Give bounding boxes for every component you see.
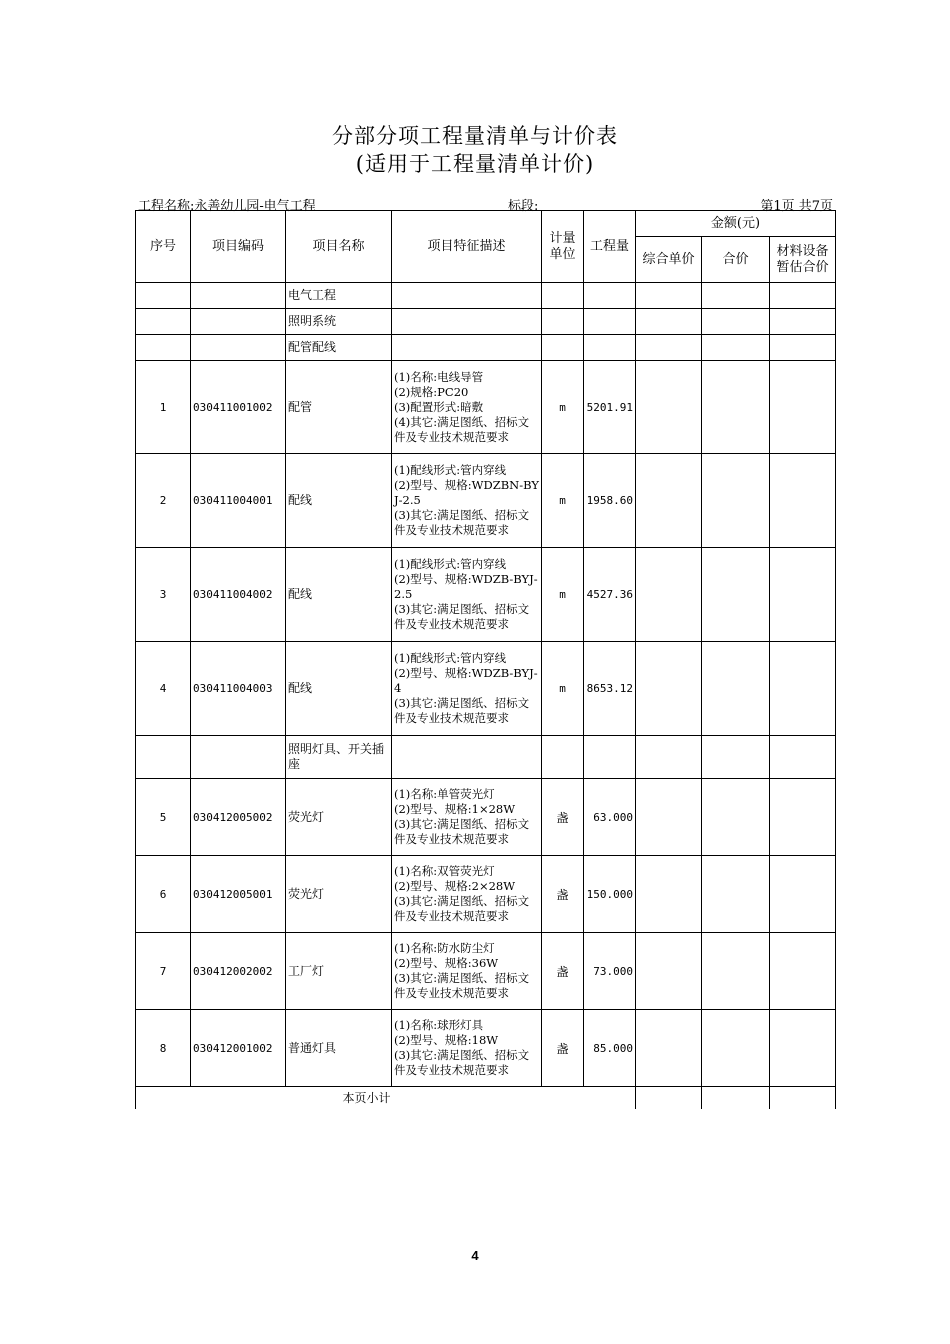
group-row bbox=[136, 309, 836, 335]
cell-desc bbox=[392, 779, 542, 856]
header-desc: 项目特征描述 bbox=[392, 211, 542, 283]
group-label: 照明系统 bbox=[286, 309, 392, 335]
section-label: 标段: bbox=[508, 199, 539, 214]
table-row bbox=[136, 933, 836, 1010]
table-row bbox=[136, 361, 836, 454]
cell-seq: 4 bbox=[136, 642, 191, 736]
table-row bbox=[136, 642, 836, 736]
cell-code: 030412005002 bbox=[191, 779, 286, 856]
group-row bbox=[136, 736, 836, 779]
cell-desc bbox=[392, 454, 542, 548]
project-name: 工程名称:永善幼儿园-电气工程 bbox=[138, 199, 316, 214]
group-label: 电气工程 bbox=[286, 283, 392, 309]
cell-code: 030411004002 bbox=[191, 548, 286, 642]
cell-unit: m bbox=[542, 548, 584, 642]
cell-unit: m bbox=[542, 454, 584, 548]
desc-line: (2)型号、规格:WDZB-BYJ-4 bbox=[394, 666, 538, 695]
cell-desc bbox=[392, 548, 542, 642]
page-indicator: 第1页 共7页 bbox=[760, 199, 833, 214]
table-row bbox=[136, 856, 836, 933]
subtotal-label: 本页小计 bbox=[136, 1087, 636, 1109]
desc-line: (4)其它:满足图纸、招标文件及专业技术规范要求 bbox=[394, 414, 530, 444]
cell-qty: 150.000 bbox=[584, 856, 636, 933]
page-title: 分部分项工程量清单与计价表 bbox=[332, 124, 618, 148]
cell-name: 荧光灯 bbox=[286, 779, 392, 856]
cell-code: 030412005001 bbox=[191, 856, 286, 933]
desc-line: (2)型号、规格:36W bbox=[394, 956, 499, 970]
table-row bbox=[136, 454, 836, 548]
cell-name: 配线 bbox=[286, 454, 392, 548]
cell-qty: 1958.60 bbox=[584, 454, 636, 548]
cell-seq: 8 bbox=[136, 1010, 191, 1087]
cell-name: 荧光灯 bbox=[286, 856, 392, 933]
cell-qty: 85.000 bbox=[584, 1010, 636, 1087]
cell-name: 普通灯具 bbox=[286, 1010, 392, 1087]
cell-code: 030411004003 bbox=[191, 642, 286, 736]
table-row bbox=[136, 779, 836, 856]
cell-seq: 2 bbox=[136, 454, 191, 548]
subtotal-row bbox=[136, 1087, 836, 1109]
cell-code: 030411004001 bbox=[191, 454, 286, 548]
desc-line: (1)名称:双管荧光灯 bbox=[394, 864, 495, 878]
cell-seq: 1 bbox=[136, 361, 191, 454]
page-number: 4 bbox=[471, 1248, 479, 1263]
desc-line: (3)其它:满足图纸、招标文件及专业技术规范要求 bbox=[394, 894, 530, 923]
header-name: 项目名称 bbox=[286, 211, 392, 283]
header-code: 项目编码 bbox=[191, 211, 286, 283]
desc-line: (2)型号、规格:18W bbox=[394, 1033, 499, 1047]
page-subtitle: (适用于工程量清单计价) bbox=[355, 152, 595, 176]
table-row bbox=[136, 1010, 836, 1087]
table-row bbox=[136, 548, 836, 642]
cell-desc bbox=[392, 642, 542, 736]
cell-qty: 73.000 bbox=[584, 933, 636, 1010]
cell-qty: 8653.12 bbox=[584, 642, 636, 736]
header-amount: 金额(元) bbox=[636, 211, 836, 237]
cell-unit: m bbox=[542, 361, 584, 454]
cell-seq: 3 bbox=[136, 548, 191, 642]
cell-name: 工厂灯 bbox=[286, 933, 392, 1010]
desc-line: (1)名称:单管荧光灯 bbox=[394, 787, 495, 801]
desc-line: (3)其它:满足图纸、招标文件及专业技术规范要求 bbox=[394, 1048, 530, 1077]
header-seq: 序号 bbox=[136, 211, 191, 283]
cell-desc bbox=[392, 933, 542, 1010]
desc-line: (2)型号、规格:WDZBN-BYJ-2.5 bbox=[394, 478, 539, 507]
desc-line: (1)配线形式:管内穿线 bbox=[394, 651, 507, 665]
cell-unit: 盏 bbox=[542, 933, 584, 1010]
cell-unit: 盏 bbox=[542, 1010, 584, 1087]
cell-desc bbox=[392, 856, 542, 933]
desc-line: (1)配线形式:管内穿线 bbox=[394, 463, 507, 477]
header-qty: 工程量 bbox=[584, 211, 636, 283]
cell-unit: m bbox=[542, 642, 584, 736]
cell-name: 配线 bbox=[286, 548, 392, 642]
desc-line: (3)其它:满足图纸、招标文件及专业技术规范要求 bbox=[394, 971, 530, 1000]
group-label: 配管配线 bbox=[286, 335, 392, 361]
header-unit-price: 综合单价 bbox=[636, 237, 702, 283]
desc-line: (3)其它:满足图纸、招标文件及专业技术规范要求 bbox=[394, 508, 530, 537]
desc-line: (3)其它:满足图纸、招标文件及专业技术规范要求 bbox=[394, 817, 530, 846]
cell-seq: 5 bbox=[136, 779, 191, 856]
desc-line: (1)名称:球形灯具 bbox=[394, 1018, 484, 1032]
cell-unit: 盏 bbox=[542, 856, 584, 933]
cell-qty: 5201.91 bbox=[584, 361, 636, 454]
desc-line: (2)型号、规格:WDZB-BYJ-2.5 bbox=[394, 572, 538, 601]
desc-line: (3)其它:满足图纸、招标文件及专业技术规范要求 bbox=[394, 602, 530, 631]
cell-code: 030412001002 bbox=[191, 1010, 286, 1087]
cell-qty: 63.000 bbox=[584, 779, 636, 856]
cell-desc bbox=[392, 1010, 542, 1087]
cell-seq: 7 bbox=[136, 933, 191, 1010]
cell-code: 030411001002 bbox=[191, 361, 286, 454]
cell-name: 配线 bbox=[286, 642, 392, 736]
cell-seq: 6 bbox=[136, 856, 191, 933]
cell-code: 030412002002 bbox=[191, 933, 286, 1010]
cell-unit: 盏 bbox=[542, 779, 584, 856]
bill-of-quantities-table bbox=[135, 210, 836, 1109]
desc-line: (2)型号、规格:2×28W bbox=[394, 879, 516, 893]
cell-qty: 4527.36 bbox=[584, 548, 636, 642]
group-row bbox=[136, 283, 836, 309]
desc-line: (2)型号、规格:1×28W bbox=[394, 802, 516, 816]
header-unit: 计量单位 bbox=[542, 211, 584, 283]
cell-name: 配管 bbox=[286, 361, 392, 454]
desc-line: (2)规格:PC20 bbox=[394, 384, 469, 399]
desc-line: (1)名称:电线导管 bbox=[394, 369, 484, 384]
desc-line: (3)配置形式:暗敷 bbox=[394, 399, 484, 414]
desc-line: (1)配线形式:管内穿线 bbox=[394, 557, 507, 571]
group-label: 照明灯具、开关插座 bbox=[286, 736, 392, 779]
desc-line: (1)名称:防水防尘灯 bbox=[394, 941, 495, 955]
header-material: 材料设备暂估合价 bbox=[770, 237, 836, 283]
cell-desc bbox=[392, 361, 542, 454]
header-total: 合价 bbox=[702, 237, 770, 283]
group-row bbox=[136, 335, 836, 361]
desc-line: (3)其它:满足图纸、招标文件及专业技术规范要求 bbox=[394, 696, 530, 725]
